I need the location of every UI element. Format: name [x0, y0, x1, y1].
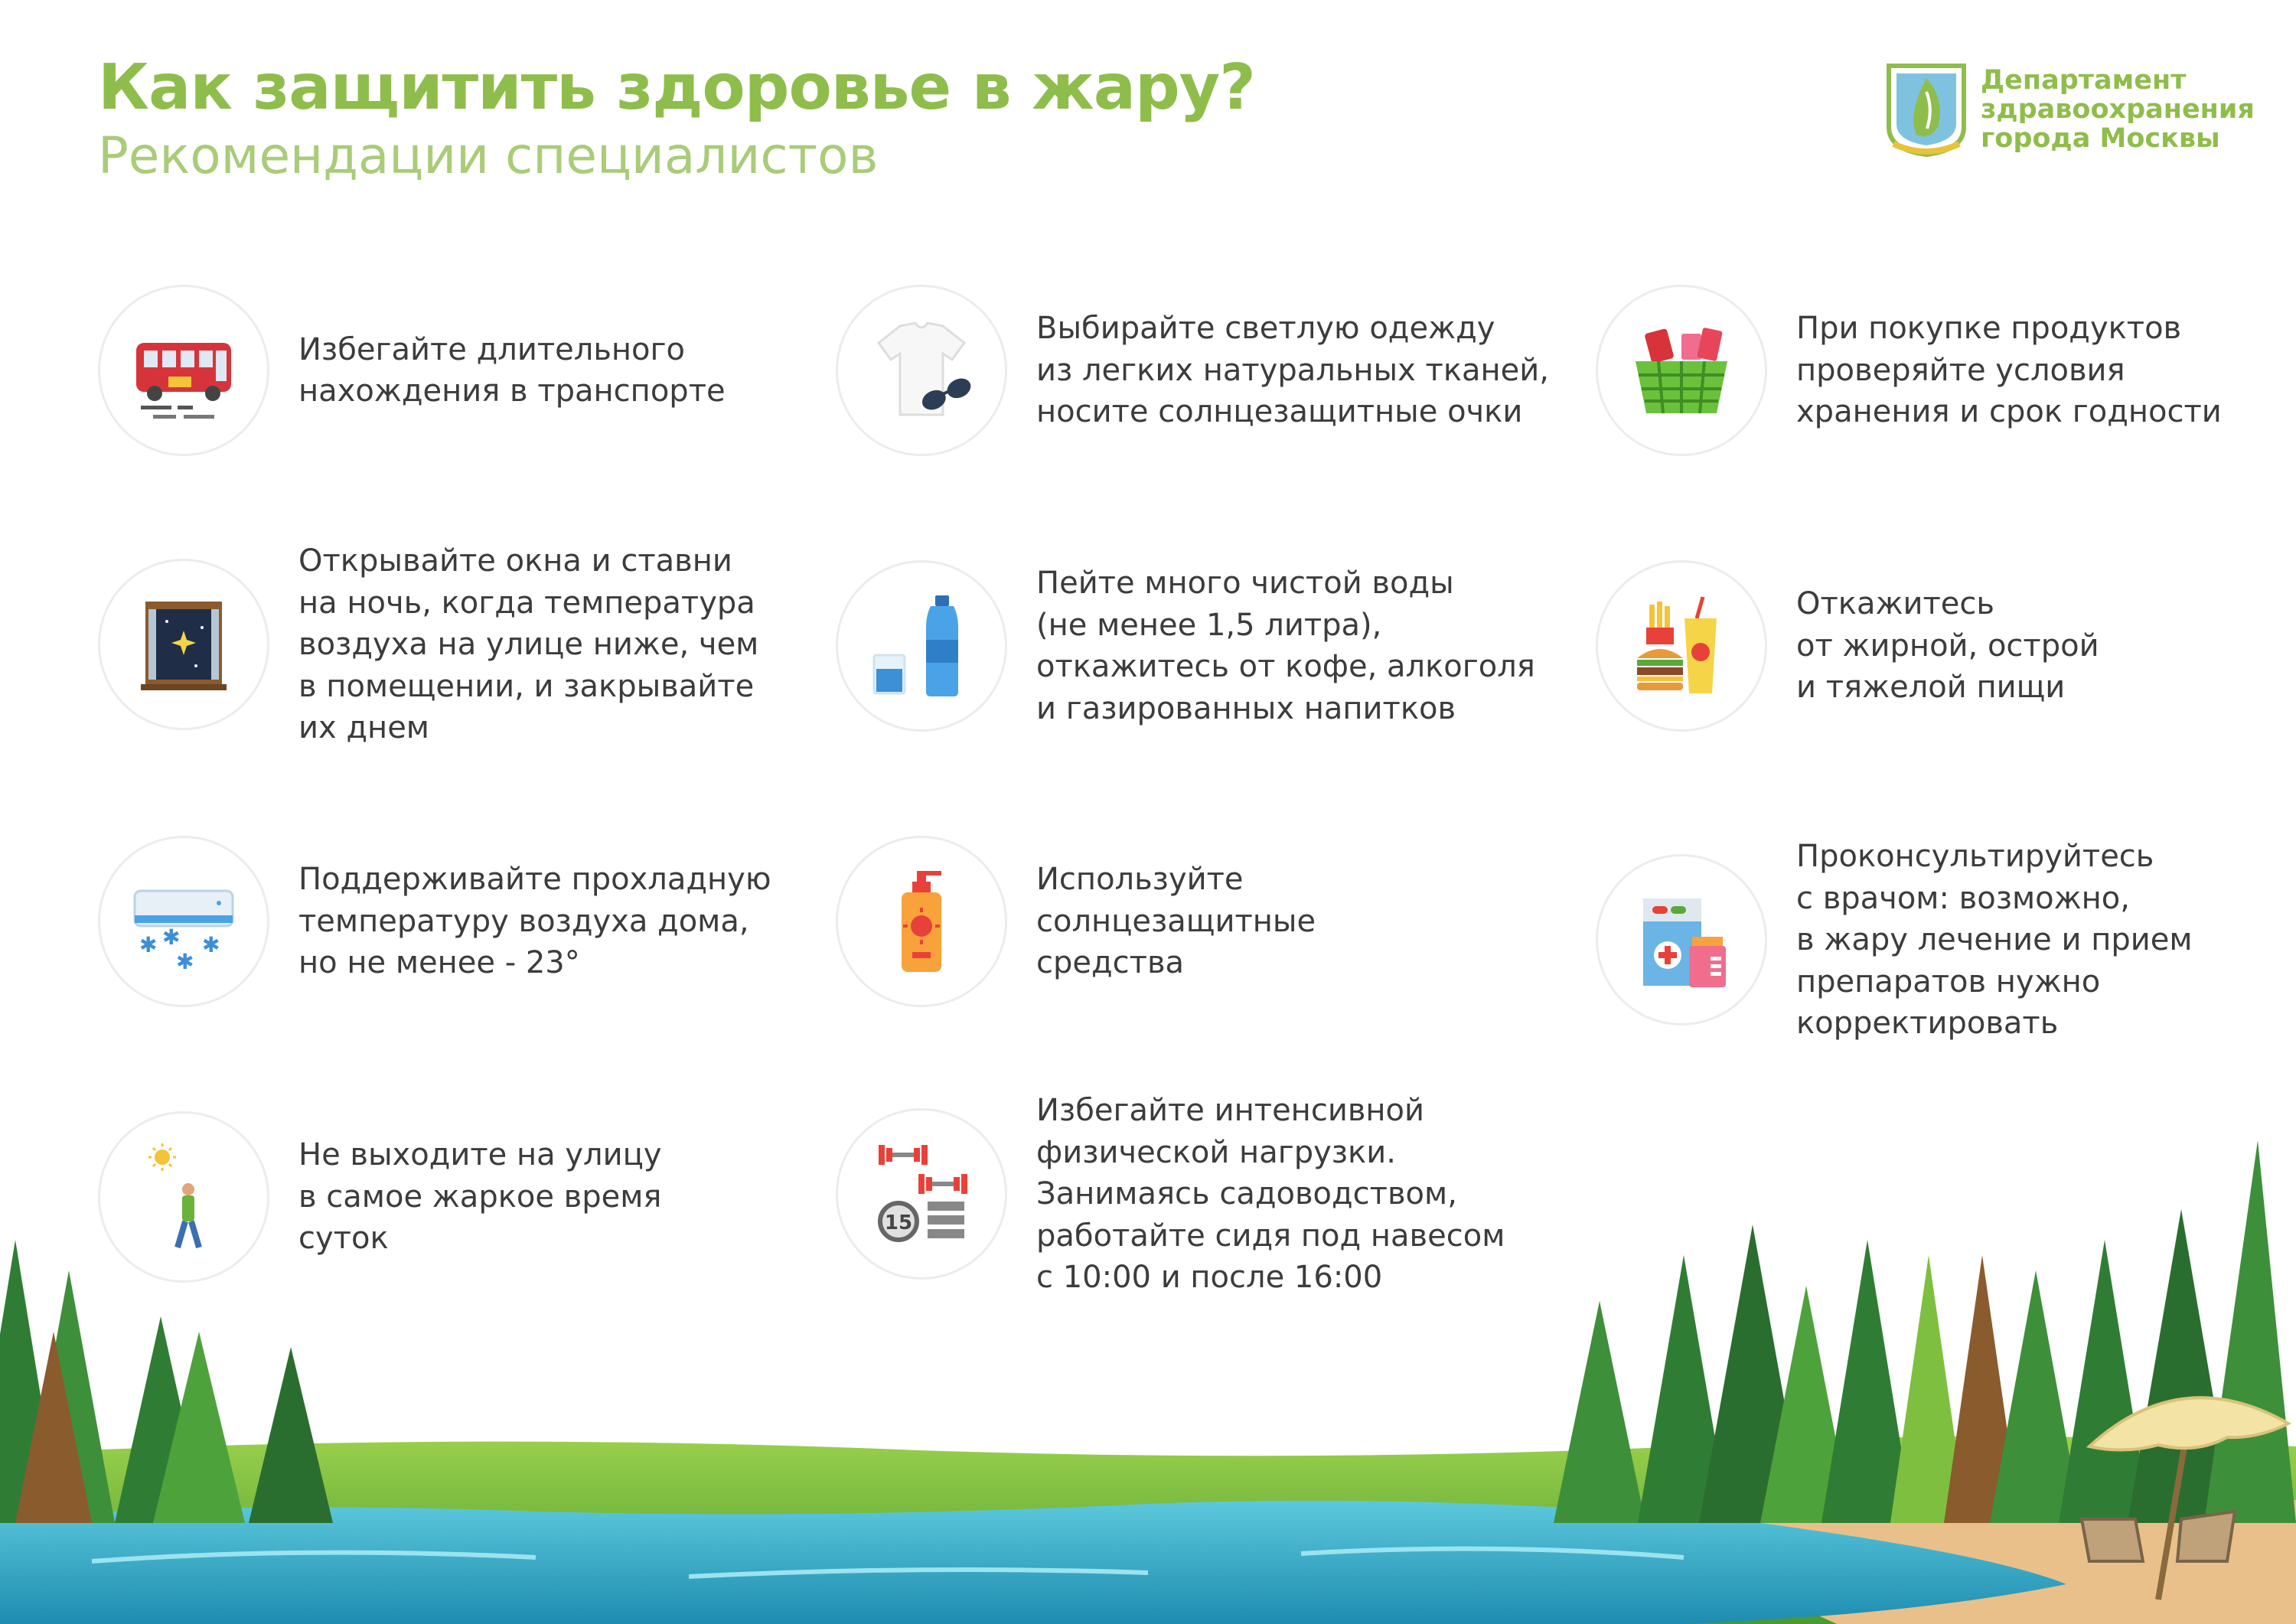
- bus-icon: [122, 309, 245, 432]
- grocery-basket-icon: [1620, 309, 1743, 432]
- moscow-emblem-icon: [1884, 61, 1968, 158]
- sunscreen-icon: [860, 860, 983, 983]
- tip-water: [836, 560, 1535, 732]
- tip-icon-circle: [836, 1108, 1007, 1280]
- tip-icon-circle: [98, 285, 269, 456]
- tip-icon-circle: [98, 1111, 269, 1283]
- tip-text: Используйте солнцезащитные средства: [1036, 862, 1316, 981]
- timer-label: 15: [884, 1211, 913, 1235]
- medicine-icon: [1620, 879, 1743, 1001]
- tip-transport: [98, 285, 726, 456]
- tip-windows: [98, 540, 758, 749]
- tip-icon-circle: [1596, 560, 1767, 732]
- tip-text: Открывайте окна и ставни на ночь, когда температура воздуха на улице ниже, чем в помещении, и закрывайте их днем: [298, 543, 759, 745]
- tip-text: Не выходите на улицу в самое жаркое время суток: [298, 1137, 662, 1257]
- tip-icon-circle: [836, 285, 1007, 456]
- page-header: [98, 51, 1255, 186]
- fast-food-icon: [1620, 585, 1743, 707]
- page-subtitle: Рекомендации специалистов: [98, 126, 879, 186]
- tip-exercise: [836, 1090, 1505, 1299]
- tip-groceries: [1596, 285, 2222, 456]
- tip-text: Проконсультируйтесь с врачом: возможно, в жару лечение и прием препаратов нужно корректировать: [1796, 839, 2193, 1041]
- tip-text: Откажитесь от жирной, острой и тяжелой пищи: [1796, 586, 2099, 706]
- tip-icon-circle: [98, 559, 269, 730]
- tip-temperature: [98, 836, 771, 1007]
- air-conditioner-icon: [122, 860, 245, 983]
- tip-icon-circle: [836, 836, 1007, 1007]
- department-logo: [1884, 61, 2255, 158]
- svg-text:✱: ✱: [176, 949, 194, 974]
- tip-text: Выбирайте светлую одежду из легких натуральных тканей, носите солнцезащитные очки: [1036, 311, 1549, 430]
- tip-text: Поддерживайте прохладную температуру воздуха дома, но не менее - 23°: [298, 862, 771, 981]
- tip-text: Пейте много чистой воды (не менее 1,5 литра), откажитесь от кофе, алкоголя и газированных напитков: [1036, 566, 1535, 726]
- tip-clothing: [836, 285, 1549, 456]
- department-name: Департамент здравоохранения города Москвы: [1981, 65, 2255, 154]
- tip-icon-circle: [1596, 285, 1767, 456]
- svg-text:✱: ✱: [202, 932, 220, 957]
- svg-text:✱: ✱: [162, 925, 181, 950]
- tip-text: Избегайте длительного нахождения в транспорте: [298, 331, 726, 409]
- tip-sunscreen: [836, 836, 1316, 1007]
- tip-icon-circle: [836, 560, 1007, 732]
- night-window-icon: [122, 583, 245, 706]
- dumbbells-timer-icon: [860, 1133, 983, 1255]
- tip-text: При покупке продуктов проверяйте условия хранения и срок годности: [1796, 311, 2222, 430]
- tip-stay-indoors: [98, 1111, 662, 1283]
- tip-icon-circle: [98, 836, 269, 1007]
- svg-text:✱: ✱: [139, 932, 158, 957]
- page-title: Как защитить здоровье в жару?: [98, 51, 1255, 124]
- tip-food: [1596, 560, 2099, 732]
- tip-text: Избегайте интенсивной физической нагрузки. Занимаясь садоводством, работайте сидя под навесом с 10:00 и после 16:00: [1036, 1093, 1505, 1295]
- tshirt-sunglasses-icon: [860, 309, 983, 432]
- tip-icon-circle: [1596, 854, 1767, 1026]
- tip-doctor: [1596, 836, 2193, 1045]
- walking-in-sun-icon: [122, 1136, 245, 1258]
- water-bottle-icon: [860, 585, 983, 707]
